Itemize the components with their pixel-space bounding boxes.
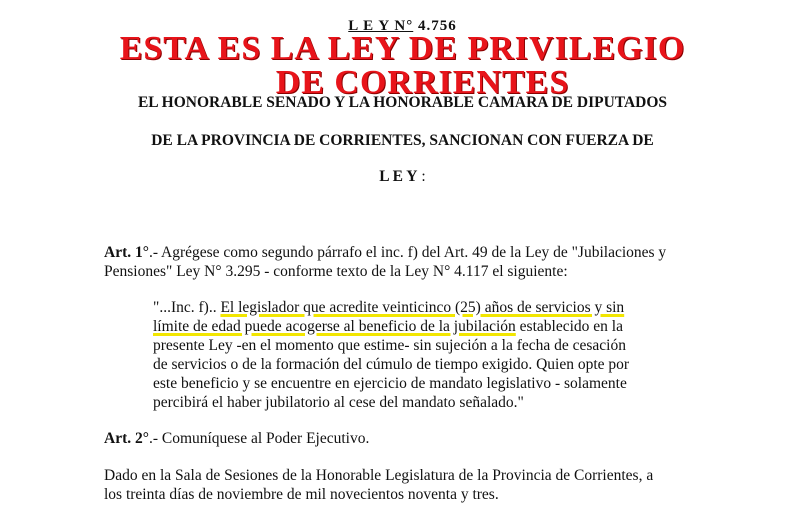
article-2: [104, 429, 724, 448]
quote-line6: percibirá el haber jubilatorio al cese del mandato señalado.": [153, 394, 524, 411]
closing-line2: los treinta días de noviembre de mil novecientos noventa y tres.: [104, 486, 499, 503]
article-2-label: Art. 2°: [104, 430, 149, 447]
quote-line3: presente Ley -en el momento que estime- sin sujeción a la fecha de cesación: [153, 337, 626, 354]
highlight-1: El legislador que acredite veinticinco (25) años de servicios y sin: [220, 299, 625, 316]
article-1-text1: .- Agrégese como segundo párrafo el inc. f) del Art. 49 de la Ley de "Jubilaciones y: [148, 244, 667, 261]
quote-line1: [153, 298, 673, 317]
law-prefix: L E Y N°: [348, 18, 414, 34]
law-number: 4.756: [417, 18, 457, 34]
preamble-line1: EL HONORABLE SENADO Y LA HONORABLE CAMARA DE DIPUTADOS: [137, 94, 668, 111]
preamble-line2: DE LA PROVINCIA DE CORRIENTES, SANCIONAN CON FUERZA DE: [151, 132, 654, 149]
article-2-text: .- Comuníquese al Poder Ejecutivo.: [148, 430, 370, 447]
article-1-label: Art. 1°: [104, 244, 149, 261]
article-1-line2: Pensiones" Ley N° 3.295 - conforme texto de la Ley N° 4.117 el siguiente:: [104, 263, 568, 280]
overlay-title-line1: ESTA ES LA LEY DE PRIVILEGIO: [119, 30, 686, 67]
preamble-line3: [0, 168, 805, 186]
ley-word: L E Y: [379, 168, 418, 185]
highlight-2: límite de edad puede acogerse al beneficio de la jubilación: [153, 318, 516, 335]
ley-colon: :: [417, 168, 426, 185]
quote-line4: de servicios o de la formación del cúmulo de tiempo exigido. Quien opte por: [153, 356, 630, 373]
quote-prefix: "...Inc. f)..: [153, 299, 221, 316]
closing-line1: Dado en la Sala de Sesiones de la Honorable Legislatura de la Provincia de Corrientes, a: [104, 467, 654, 484]
quote-line5: este beneficio y se encuentre en ejercicio de mandato legislativo - solamente: [153, 375, 627, 392]
quote-line2: [153, 317, 673, 336]
overlay-title-line2: DE CORRIENTES: [275, 64, 570, 101]
article-1-line1: [104, 243, 724, 262]
quote-line2-rest: establecido en la: [515, 318, 623, 335]
